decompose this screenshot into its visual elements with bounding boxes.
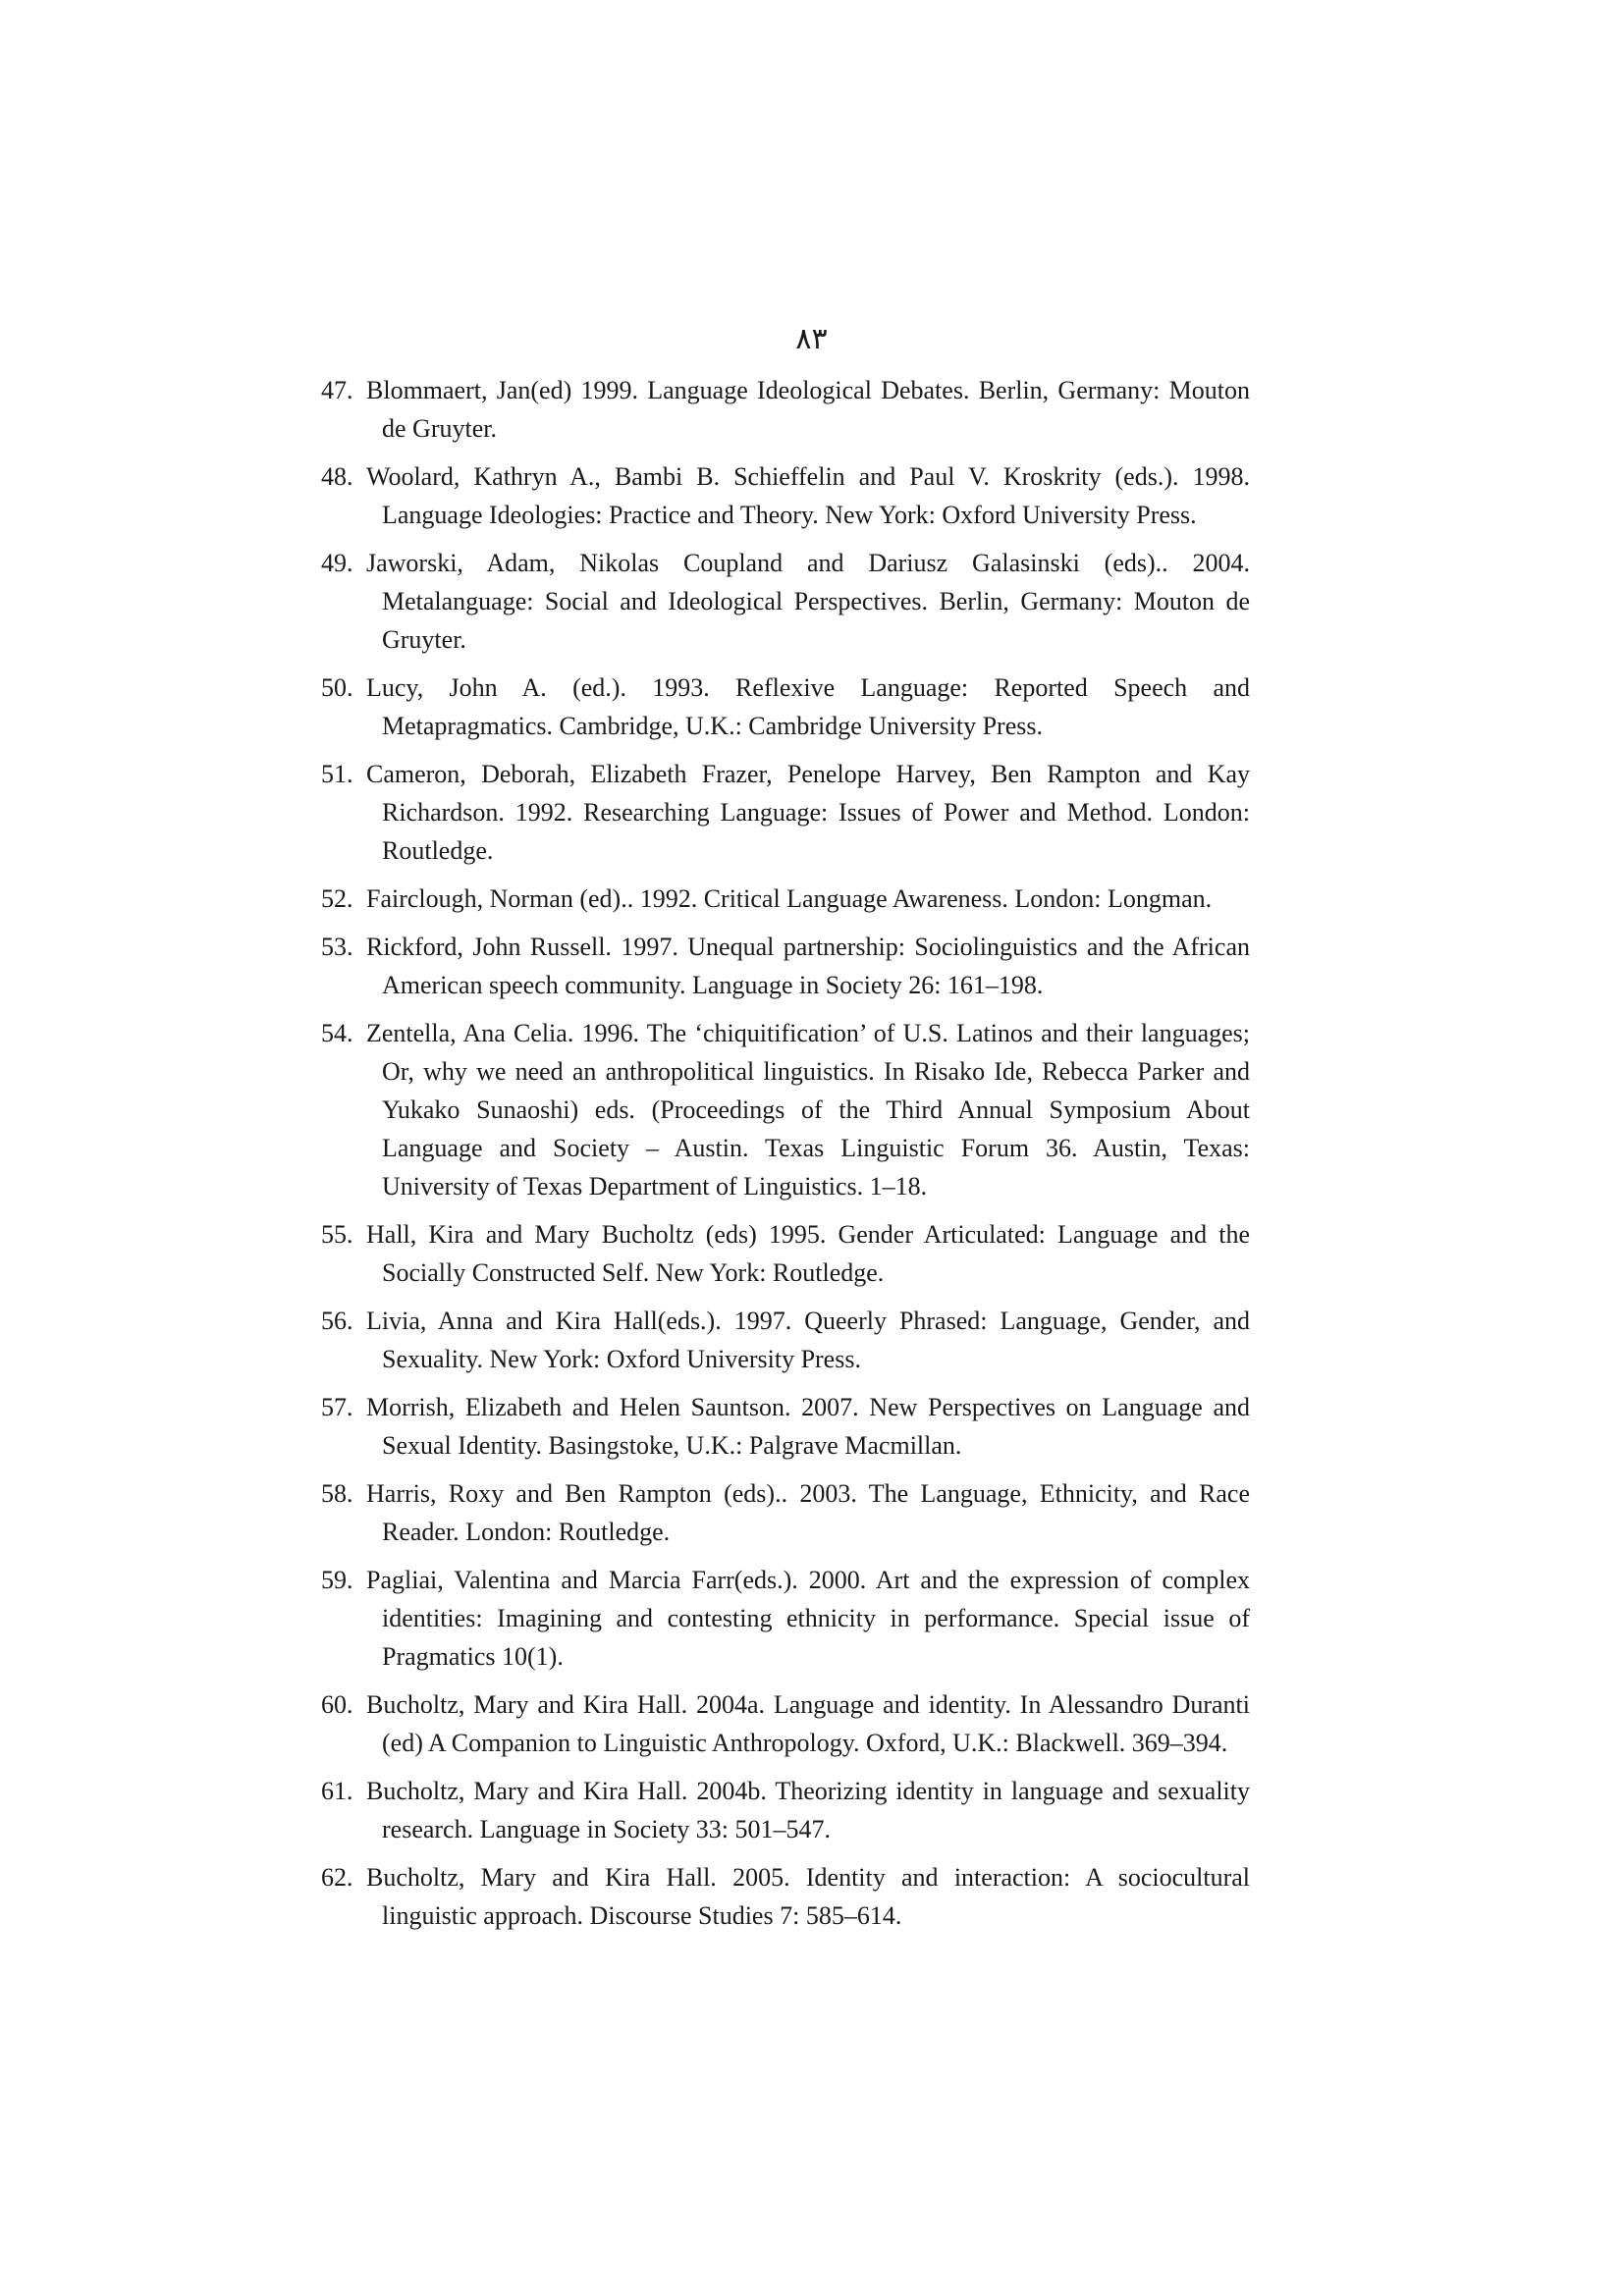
reference-item [321, 880, 1250, 918]
reference-number: 53. [321, 933, 353, 961]
reference-number: 50. [321, 673, 353, 702]
reference-text: Bucholtz, Mary and Kira Hall. 2004b. Theorizing identity in language and sexuality research. Language in Society 33: 501–547. [366, 1777, 1250, 1843]
reference-number: 47. [321, 376, 353, 404]
reference-text: Bucholtz, Mary and Kira Hall. 2004a. Language and identity. In Alessandro Duranti (ed) A Companion to Linguistic Anthropology. Oxford, U.K.: Blackwell. 369–394. [366, 1690, 1250, 1757]
reference-number: 55. [321, 1220, 353, 1249]
reference-item [321, 1561, 1250, 1676]
reference-number: 62. [321, 1863, 353, 1892]
reference-text: Lucy, John A. (ed.). 1993. Reflexive Language: Reported Speech and Metapragmatics. Cambridge, U.K.: Cambridge University Press. [366, 673, 1250, 740]
reference-item [321, 668, 1250, 745]
reference-text: Woolard, Kathryn A., Bambi B. Schieffelin and Paul V. Kroskrity (eds.). 1998. Language Ideologies: Practice and Theory. New York: Oxford University Press. [366, 462, 1250, 529]
reference-item [321, 371, 1250, 448]
page-number: ۸۳ [795, 322, 828, 356]
reference-number: 48. [321, 462, 353, 491]
reference-text: Rickford, John Russell. 1997. Unequal partnership: Sociolinguistics and the African American speech community. Language in Society 26: 161–198. [366, 933, 1250, 999]
reference-item [321, 1014, 1250, 1205]
reference-text: Pagliai, Valentina and Marcia Farr(eds.). 2000. Art and the expression of complex identities: Imagining and contesting ethnicity in performance. Special issue of Pragmatics 10(1). [366, 1566, 1250, 1671]
reference-number: 56. [321, 1307, 353, 1335]
reference-item [321, 755, 1250, 870]
reference-item [321, 1215, 1250, 1292]
reference-number: 61. [321, 1777, 353, 1805]
reference-text: Jaworski, Adam, Nikolas Coupland and Dariusz Galasinski (eds).. 2004. Metalanguage: Social and Ideological Perspectives. Berlin, Germany: Mouton de Gruyter. [366, 549, 1250, 654]
reference-text: Cameron, Deborah, Elizabeth Frazer, Penelope Harvey, Ben Rampton and Kay Richardson. 1992. Researching Language: Issues of Power and Method. London: Routledge. [366, 760, 1250, 865]
reference-number: 57. [321, 1393, 353, 1421]
reference-item [321, 1858, 1250, 1935]
reference-item [321, 928, 1250, 1004]
reference-number: 49. [321, 549, 353, 577]
reference-number: 51. [321, 760, 353, 788]
reference-item [321, 1772, 1250, 1848]
reference-item [321, 544, 1250, 659]
reference-item [321, 1685, 1250, 1762]
reference-text: Fairclough, Norman (ed).. 1992. Critical Language Awareness. London: Longman. [366, 884, 1213, 913]
reference-text: Blommaert, Jan(ed) 1999. Language Ideological Debates. Berlin, Germany: Mouton de Gruyter. [366, 376, 1250, 443]
reference-number: 54. [321, 1019, 353, 1047]
reference-number: 58. [321, 1479, 353, 1508]
reference-text: Bucholtz, Mary and Kira Hall. 2005. Identity and interaction: A sociocultural linguistic approach. Discourse Studies 7: 585–614. [366, 1863, 1250, 1930]
reference-number: 52. [321, 884, 353, 913]
reference-text: Livia, Anna and Kira Hall(eds.). 1997. Queerly Phrased: Language, Gender, and Sexuality. New York: Oxford University Press. [366, 1307, 1250, 1373]
reference-text: Morrish, Elizabeth and Helen Sauntson. 2007. New Perspectives on Language and Sexual Identity. Basingstoke, U.K.: Palgrave Macmillan. [366, 1393, 1250, 1460]
reference-item [321, 1474, 1250, 1551]
reference-text: Harris, Roxy and Ben Rampton (eds).. 2003. The Language, Ethnicity, and Race Reader. London: Routledge. [366, 1479, 1250, 1546]
reference-number: 60. [321, 1690, 353, 1719]
reference-item [321, 1388, 1250, 1465]
reference-item [321, 457, 1250, 534]
reference-text: Zentella, Ana Celia. 1996. The ‘chiquitification’ of U.S. Latinos and their languages; Or, why we need an anthropolitical linguistics. In Risako Ide, Rebecca Parker and Yukako Sunaoshi) eds. (Proceedings of the Third Annual Symposium About Language and Society – Austin. Texas Linguistic Forum 36. Austin, Texas: University of Texas Department of Linguistics. 1–18. [366, 1019, 1250, 1201]
reference-list [321, 371, 1250, 1945]
reference-text: Hall, Kira and Mary Bucholtz (eds) 1995. Gender Articulated: Language and the Socially Constructed Self. New York: Routledge. [366, 1220, 1250, 1287]
reference-item [321, 1302, 1250, 1378]
reference-number: 59. [321, 1566, 353, 1594]
